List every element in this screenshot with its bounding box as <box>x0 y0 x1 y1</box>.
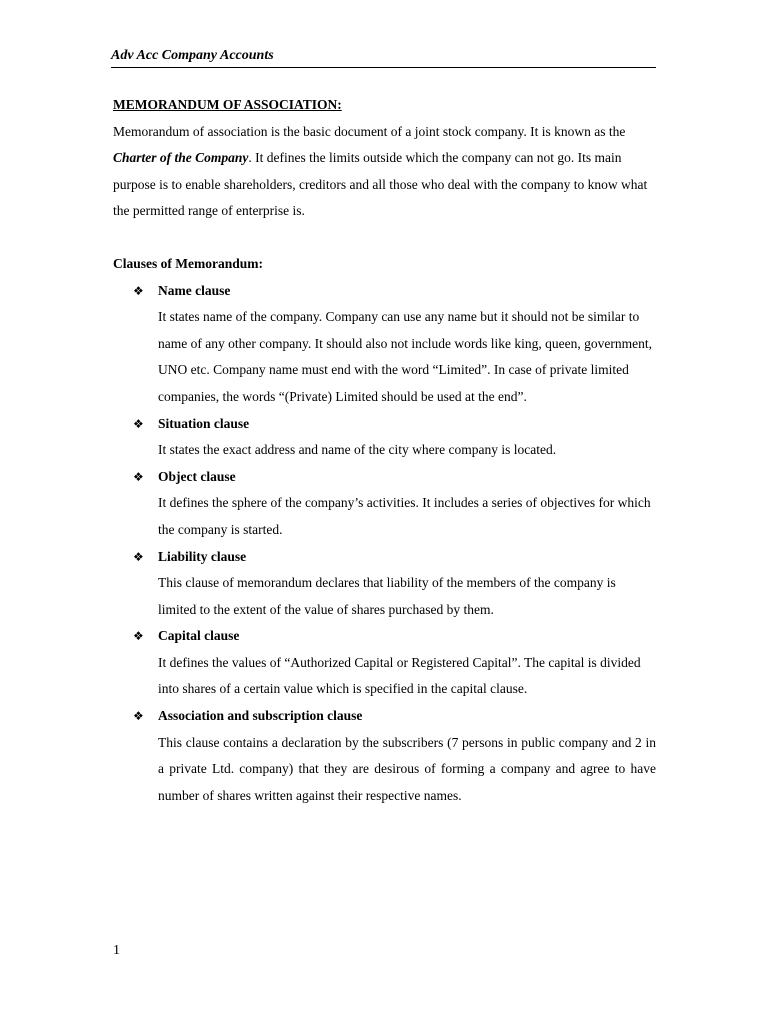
clause-title: Name clause <box>158 282 231 298</box>
diamond-bullet-icon: ❖ <box>133 416 144 431</box>
clause-item-capital <box>113 623 656 703</box>
clause-item-liability <box>113 544 656 624</box>
clause-title: Capital clause <box>158 628 240 644</box>
intro-emphasis: Charter of the Company <box>113 150 249 166</box>
clause-description: It defines the sphere of the company’s activities. It includes a series of objectives for which the company is started. <box>158 495 651 537</box>
intro-paragraph <box>113 119 656 225</box>
diamond-bullet-icon: ❖ <box>133 469 144 484</box>
header-rule <box>111 67 656 68</box>
running-header-title: Adv Acc Company Accounts <box>111 48 274 63</box>
clause-description: This clause of memorandum declares that liability of the members of the company is limited to the extent of the value of shares purchased by them. <box>158 575 616 617</box>
clauses-heading: Clauses of Memorandum: <box>113 255 263 271</box>
clause-description: It states name of the company. Company can use any name but it should not be similar to name of any other company. It should also not include words like king, queen, government, UNO etc. Company name must end with the word “Limited”. In case of private limited companies, the words “(Private) Limited should be used at the end”. <box>158 309 653 404</box>
clause-list <box>113 278 656 810</box>
clause-item-name <box>113 278 656 411</box>
clause-description: This clause contains a declaration by the subscribers (7 persons in public company and 2 in a private Ltd. company) that they are desirous of forming a company and agree to have number of shares written against their respective names. <box>158 734 656 803</box>
diamond-bullet-icon: ❖ <box>133 549 144 564</box>
clause-item-object <box>113 464 656 544</box>
section-heading: MEMORANDUM OF ASSOCIATION: <box>113 97 342 112</box>
clause-item-association <box>113 703 656 809</box>
intro-text-part2: . It defines the limits outside which the company can not go. Its main purpose is to enable shareholders, creditors and all those who deal with the company to know what the permitted range of enterprise is. <box>113 150 648 219</box>
clause-description: It defines the values of “Authorized Capital or Registered Capital”. The capital is divided into shares of a certain value which is specified in the capital clause. <box>158 654 641 697</box>
intro-text-part1: Memorandum of association is the basic document of a joint stock company. It is known as the <box>113 123 626 139</box>
clause-title: Situation clause <box>158 415 250 431</box>
clause-title: Liability clause <box>158 548 247 564</box>
document-body <box>113 92 656 809</box>
page-number: 1 <box>113 943 120 958</box>
clause-item-situation <box>113 411 656 464</box>
clause-title: Object clause <box>158 468 236 484</box>
clause-title: Association and subscription clause <box>158 708 363 724</box>
diamond-bullet-icon: ❖ <box>133 709 144 724</box>
clause-description: It states the exact address and name of the city where company is located. <box>158 442 557 458</box>
diamond-bullet-icon: ❖ <box>133 283 144 298</box>
diamond-bullet-icon: ❖ <box>133 629 144 644</box>
